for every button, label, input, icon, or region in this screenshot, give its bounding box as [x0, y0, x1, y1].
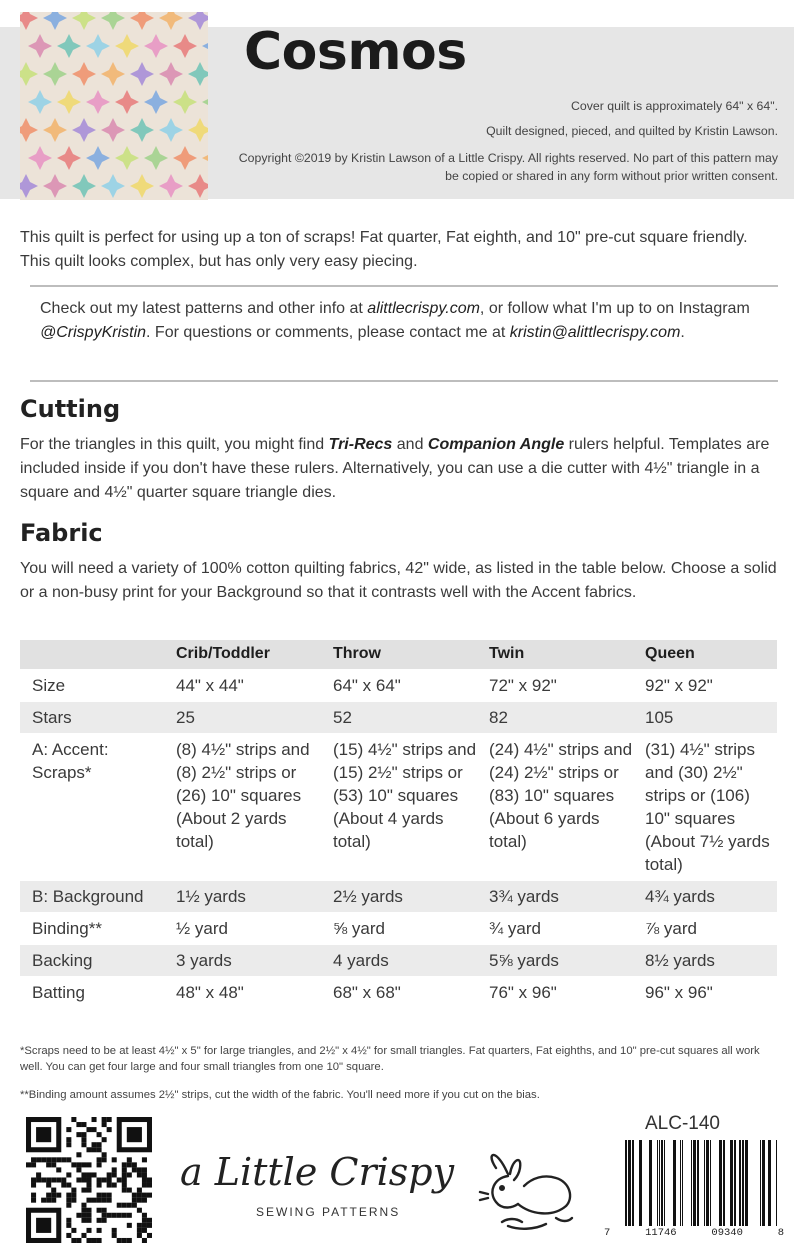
table-cell: 3¾ yards — [477, 880, 633, 912]
contact-text: , or follow what I'm up to on Instagram — [479, 300, 750, 317]
table-cell: 2½ yards — [321, 880, 477, 912]
table-row — [20, 669, 777, 701]
row-label: Batting — [20, 976, 164, 1008]
table-cell: 76" x 96" — [477, 976, 633, 1008]
cutting-text: and — [392, 436, 428, 453]
binding-footnote: **Binding amount assumes 2½" strips, cut the width of the fabric. You'll need more if you cut on the bias. — [20, 1089, 540, 1101]
table-cell: 25 — [164, 701, 321, 733]
table-header-cell: Crib/Toddler — [164, 640, 321, 669]
pattern-code: ALC-140 — [645, 1113, 720, 1134]
table-cell: 52 — [321, 701, 477, 733]
intro-paragraph: This quilt is perfect for using up a ton of scraps! Fat quarter, Fat eighth, and 10" pre-cut square friendly. This quilt looks complex, but has only very easy piecing. — [20, 229, 748, 270]
contact-text: . — [680, 324, 685, 341]
table-cell: (8) 4½" strips and (8) 2½" strips or (26) 10" squares (About 2 yards total) — [164, 733, 321, 880]
table-cell: 64" x 64" — [321, 669, 477, 701]
table-cell: (15) 4½" strips and (15) 2½" strips or (53) 10" squares (About 4 yards total) — [321, 733, 477, 880]
brand-logo: a Little Crispy — [180, 1150, 455, 1194]
table-row — [20, 976, 777, 1008]
barcode-icon — [612, 1140, 780, 1226]
table-header-cell — [20, 640, 164, 669]
table-cell: 96" x 96" — [633, 976, 777, 1008]
table-cell: ⅝ yard — [321, 912, 477, 944]
ruler-name: Companion Angle — [427, 436, 565, 453]
table-header-cell: Twin — [477, 640, 633, 669]
instagram-handle[interactable]: @CrispyKristin — [40, 324, 147, 341]
table-header-cell: Queen — [633, 640, 777, 669]
row-label: B: Background — [20, 880, 164, 912]
cutting-paragraph — [20, 433, 782, 505]
qr-code-icon[interactable] — [26, 1117, 152, 1243]
table-cell: 4¾ yards — [633, 880, 777, 912]
table-cell: 44" x 44" — [164, 669, 321, 701]
table-cell: (31) 4½" strips and (30) 2½" strips or (106) 10" squares (About 7½ yards total) — [633, 733, 777, 880]
row-label: Binding** — [20, 912, 164, 944]
table-cell: (24) 4½" strips and (24) 2½" strips or (83) 10" squares (About 6 yards total) — [477, 733, 633, 880]
table-row — [20, 912, 777, 944]
table-cell: 3 yards — [164, 944, 321, 976]
fabric-paragraph: You will need a variety of 100% cotton quilting fabrics, 42" wide, as listed in the table below. Choose a solid or a non-busy print for your Background so that it contrasts well with the Accent fabrics. — [20, 560, 777, 601]
cutting-text: rulers helpful. Templates are included inside if you don't have these rulers. Alternatively, you can use a die cutter with 4½" triangle in a square and 4½" quarter square triangle dies. — [20, 436, 770, 501]
contact-text: Check out my latest patterns and other info at — [40, 300, 368, 317]
table-header-cell: Throw — [321, 640, 477, 669]
row-label: A: Accent: Scraps* — [20, 733, 164, 880]
table-row — [20, 880, 777, 912]
table-cell: ¾ yard — [477, 912, 633, 944]
pattern-title: Cosmos — [244, 22, 467, 82]
table-cell: ½ yard — [164, 912, 321, 944]
brand-subtitle: SEWING PATTERNS — [256, 1205, 401, 1219]
designer-note: Quilt designed, pieced, and quilted by Kristin Lawson. — [486, 124, 778, 138]
table-cell: 5⅝ yards — [477, 944, 633, 976]
barcode-digit-group: 11746 — [645, 1227, 677, 1239]
row-label: Stars — [20, 701, 164, 733]
bunny-logo-icon — [478, 1148, 578, 1238]
table-cell: 92" x 92" — [633, 669, 777, 701]
contact-text: . For questions or comments, please contact me at — [146, 324, 510, 341]
table-cell: 4 yards — [321, 944, 477, 976]
email-link[interactable]: kristin@alittlecrispy.com — [509, 324, 681, 341]
table-cell: 72" x 92" — [477, 669, 633, 701]
table-cell: ⅞ yard — [633, 912, 777, 944]
barcode-digit-group: 7 — [604, 1227, 611, 1239]
row-label: Size — [20, 669, 164, 701]
copyright-note: Copyright ©2019 by Kristin Lawson of a Little Crispy. All rights reserved. No part of this pattern may be copied or shared in any form without prior written consent. — [238, 151, 778, 183]
table-cell: 1½ yards — [164, 880, 321, 912]
fabric-requirements-table — [20, 640, 777, 1008]
table-cell: 8½ yards — [633, 944, 777, 976]
cutting-heading: Cutting — [20, 395, 121, 423]
fabric-heading: Fabric — [20, 519, 103, 547]
table-header-row — [20, 640, 777, 669]
barcode-digit-group: 8 — [777, 1227, 784, 1239]
row-label: Backing — [20, 944, 164, 976]
ruler-name: Tri-Recs — [328, 436, 393, 453]
cover-quilt-image — [20, 12, 208, 200]
size-note: Cover quilt is approximately 64" x 64". — [571, 99, 778, 113]
table-cell: 105 — [633, 701, 777, 733]
contact-paragraph — [40, 297, 770, 345]
scraps-footnote: *Scraps need to be at least 4½" x 5" for large triangles, and 2½" x 4½" for small triangles. Fat quarters, Fat eighths, and 10" pre-cut squares all work well. You can get four large and four small triangles from one 10" square. — [20, 1045, 760, 1073]
website-link[interactable]: alittlecrispy.com — [367, 300, 480, 317]
table-cell: 48" x 48" — [164, 976, 321, 1008]
table-row — [20, 701, 777, 733]
barcode-digits — [604, 1227, 784, 1239]
divider — [30, 380, 778, 382]
table-row — [20, 733, 777, 880]
table-cell: 82 — [477, 701, 633, 733]
cutting-text: For the triangles in this quilt, you might find — [20, 436, 329, 453]
table-row — [20, 944, 777, 976]
divider — [30, 285, 778, 287]
table-cell: 68" x 68" — [321, 976, 477, 1008]
barcode-digit-group: 09340 — [711, 1227, 743, 1239]
